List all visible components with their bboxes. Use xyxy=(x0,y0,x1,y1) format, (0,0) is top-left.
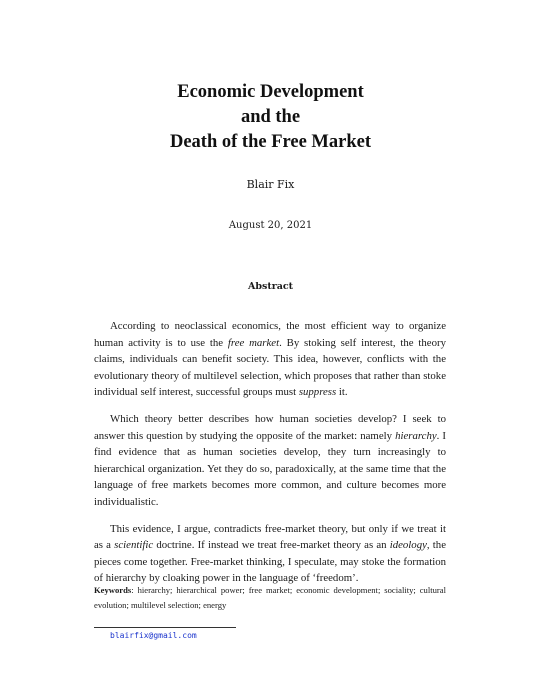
author-name: Blair Fix xyxy=(246,178,295,191)
abstract-paragraph-1 xyxy=(94,318,446,401)
abstract-body xyxy=(94,318,446,597)
p3-text-c: doctrine. If instead we treat free-market theory as an xyxy=(153,539,390,552)
p1-emphasis-free-market: free market xyxy=(227,336,280,349)
title-line-2: and the xyxy=(240,107,301,127)
title-line-1: Economic Development xyxy=(177,82,364,102)
p2-text-a: Which theory better describes how human societies develop? I seek to answer this question by studying the opposite of the market: namely xyxy=(94,412,446,442)
p1-emphasis-suppress: suppress xyxy=(298,386,337,399)
abstract-heading: Abstract xyxy=(247,281,294,292)
author-email-link[interactable]: blairfix@gmail.com xyxy=(110,631,197,640)
p2-emphasis-hierarchy: hierarchy xyxy=(395,429,437,442)
paper-title xyxy=(0,80,541,155)
abstract-paragraph-2 xyxy=(94,411,446,511)
keywords-list: : hierarchy; hierarchical power; free market; economic development; sociality; cultural evolution; multilevel selection; energy xyxy=(94,585,446,610)
p3-emphasis-scientific: scientific xyxy=(114,539,154,552)
p3-text-e: , the pieces come together. Free-market thinking, I speculate, may stoke the formation of hierarchy by cloaking power in the language of ‘freedom’. xyxy=(94,539,446,585)
keywords xyxy=(94,583,446,613)
p3-text-a: This evidence, I argue, contradicts free-market theory, but only if we treat it as a xyxy=(94,522,446,552)
abstract-paragraph-3 xyxy=(94,521,446,587)
keywords-label: Keywords xyxy=(94,585,132,595)
p3-emphasis-ideology: ideology xyxy=(389,539,427,552)
p1-text-c: . By stoking self interest, the theory claims, individuals can benefit society. This idea, however, conflicts with the evolutionary theory of multilevel selection, which proposes that rather than stoke individual self interest, successful groups must xyxy=(94,336,446,399)
p1-text-a: According to neoclassical economics, the most efficient way to organize human activity is to use the xyxy=(94,320,446,349)
publication-date: August 20, 2021 xyxy=(228,220,313,231)
title-line-3: Death of the Free Market xyxy=(169,132,372,152)
p2-text-c: . I find evidence that as human societies develop, they turn increasingly to hierarchical organization. Yet they do so, paradoxically, at the same time that the language of free markets becomes more common, and culture becomes more individualistic. xyxy=(94,429,446,508)
p1-text-e: it. xyxy=(336,386,348,399)
footnote-rule xyxy=(94,627,236,628)
